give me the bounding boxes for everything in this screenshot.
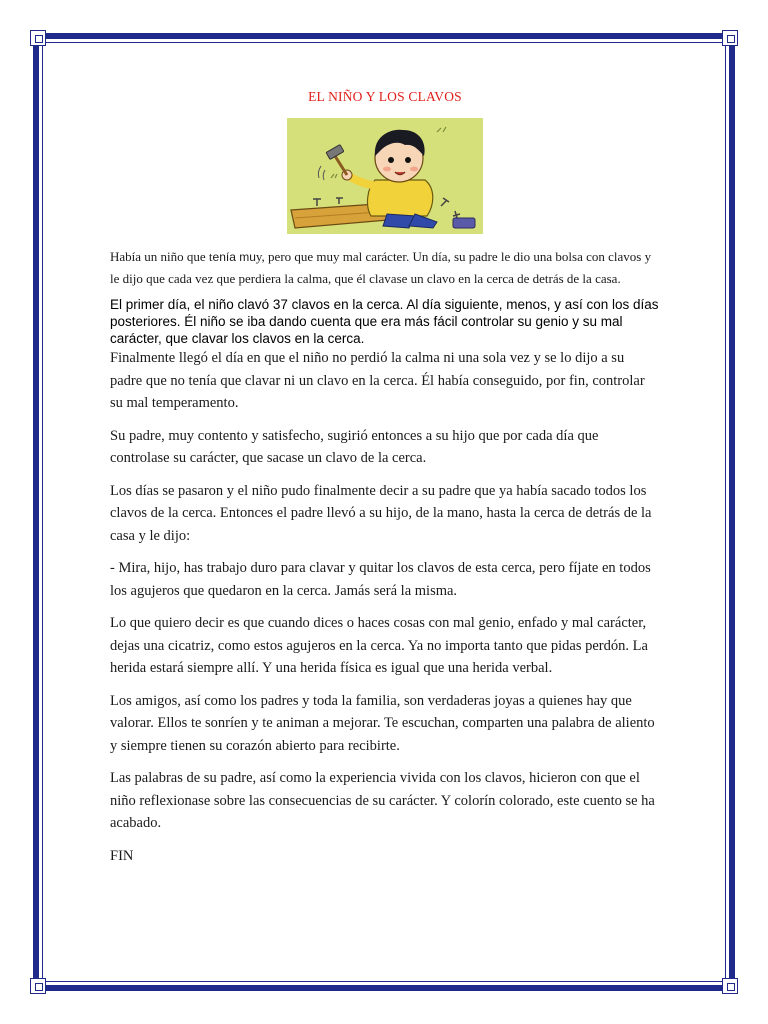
paragraph-8: Los amigos, así como los padres y toda la familia, son verdaderas joyas a quienes hay que valorar. Ellos te sonríen y te animan a mejorar. Te escuchan, comparten una palabra de aliento y siempre tienen su corazón abierto para recibirte. xyxy=(110,692,655,754)
paragraph-9: Las palabras de su padre, así como la experiencia vivida con los clavos, hicieron con que el niño reflexionase sobre las consecuencias de su carácter. Y colorín colorado, este cuento se ha acabado. xyxy=(110,770,655,831)
corner-ornament-top-right xyxy=(722,30,738,46)
paragraph-4: Su padre, muy contento y satisfecho, sugirió entonces a su hijo que por cada día que controlase su carácter, que sacase un clavo de la cerca. xyxy=(110,427,599,466)
paragraph-1-end: y, pero que muy mal carácter. Un día, su padre le dio una bolsa con clavos y le dijo que cada vez que perdiera la calma, que él clavase un clavo en la cerca de detrás de la casa. xyxy=(110,249,652,286)
paragraph-5: Los días se pasaron y el niño pudo finalmente decir a su padre que ya había sacado todos los clavos de la cerca. Entonces el padre llevó a su hijo, de la mano, hasta la cerca de detrás de la casa y le dijo: xyxy=(110,482,652,544)
paragraph-7: Lo que quiero decir es que cuando dices o haces cosas con mal genio, enfado y mal carácter, dejas una cicatriz, como estos agujeros en la cerca. Ya no importa tanto que pidas perdón. La herida estará siempre allí. Y una herida física es igual que una herida verbal. xyxy=(110,615,648,676)
corner-ornament-bottom-left xyxy=(30,978,46,994)
paragraph-1 xyxy=(110,246,660,290)
corner-ornament-top-left xyxy=(30,30,46,46)
fin-label: FIN xyxy=(110,847,134,864)
paragraph-3: Finalmente llegó el día en que el niño no perdió la calma ni una sola vez y se lo dijo a su padre que no tenía que clavar ni un clavo en la cerca. Él había conseguido, por fin, controlar su mal temperamento. xyxy=(110,350,645,411)
paragraph-2: El primer día, el niño clavó 37 clavos en la cerca. Al día siguiente, menos, y así con los días posteriores. Él niño se iba dando cuenta que era más fácil controlar su genio y su mal carácter, que clavar los clavos en la cerca. xyxy=(110,297,659,346)
document-body xyxy=(110,88,660,867)
document-title: EL NIÑO Y LOS CLAVOS xyxy=(308,89,462,104)
boy-hammering-nails-illustration xyxy=(287,118,483,234)
corner-ornament-bottom-right xyxy=(722,978,738,994)
paragraph-6: - Mira, hijo, has trabajo duro para clavar y quitar los clavos de esta cerca, pero fíjate en todos los agujeros que quedaron en la cerca. Jamás será la misma. xyxy=(110,560,651,599)
paragraph-1-alt-font-fragment: enía mu xyxy=(212,250,256,264)
paragraph-1-start: Había un niño que t xyxy=(110,249,213,264)
